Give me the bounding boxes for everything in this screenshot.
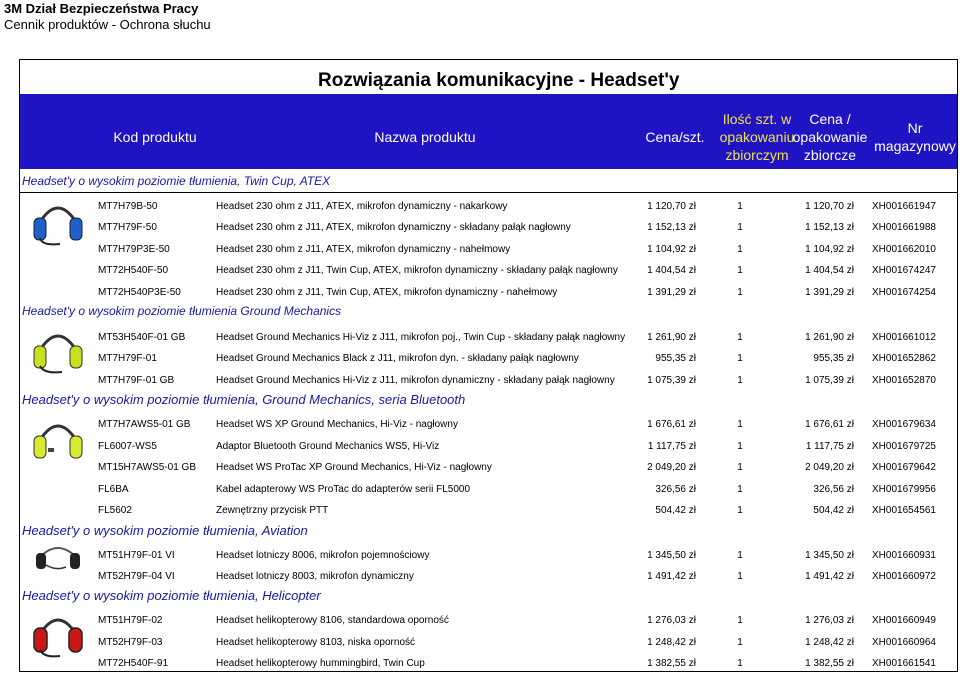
product-code: MT72H540P3E-50 [98,287,181,298]
table-row [0,285,960,301]
table-row [0,373,960,389]
table-row [0,656,960,672]
table-row [0,613,960,629]
product-name: Headset 230 ohm z J11, Twin Cup, ATEX, mikrofon dynamiczny - składany pałąk nagłowny [216,265,618,276]
stock-number: XH001679642 [872,462,936,473]
company-name: 3M Dział Bezpieczeństwa Pracy [4,1,199,16]
pack-quantity: 1 [737,375,743,386]
table-row [0,417,960,433]
pack-price: 504,42 zł [813,505,854,516]
product-code: MT7H79F-50 [98,222,157,233]
table-row [0,263,960,279]
section-title-ground-mechanics: Headset'y o wysokim poziomie tłumienia Ground Mechanics [22,304,342,318]
section-title-bluetooth: Headset'y o wysokim poziomie tłumienia, Ground Mechanics, seria Bluetooth [22,392,466,407]
table-row [0,220,960,236]
stock-number: XH001661947 [872,201,936,212]
product-name: Headset 230 ohm z J11, ATEX, mikrofon dynamiczny - nakarkowy [216,201,508,212]
stock-number: XH001652870 [872,375,936,386]
pack-price: 1 676,61 zł [805,419,854,430]
table-row [0,439,960,455]
table-row [0,635,960,651]
product-name: Headset WS ProTac XP Ground Mechanics, Hi-Viz - nagłowny [216,462,492,473]
pack-price: 326,56 zł [813,484,854,495]
column-header-nr-line2: magazynowy [874,138,956,154]
header-divider [19,192,958,193]
pack-price: 2 049,20 zł [805,462,854,473]
column-header-cprice-line2: opakowanie [792,129,868,145]
column-header-nr [866,119,960,155]
product-code: MT51H79F-02 [98,615,163,626]
pack-price: 1 382,55 zł [805,658,854,669]
stock-number: XH001679725 [872,441,936,452]
stock-number: XH001652862 [872,353,936,364]
pack-quantity: 1 [737,462,743,473]
stock-number: XH001661988 [872,222,936,233]
column-header-qty-line2: opakowaniu [719,129,795,145]
product-name: Headset helikopterowy hummingbird, Twin Cup [216,658,425,669]
product-name: Headset helikopterowy 8106, standardowa oporność [216,615,449,626]
pack-quantity: 1 [737,571,743,582]
product-code: MT7H79P3E-50 [98,244,170,255]
unit-price: 1 104,92 zł [647,244,696,255]
unit-price: 1 117,75 zł [647,441,696,452]
table-row [0,569,960,585]
product-code: FL5602 [98,505,132,516]
product-code: MT72H540F-50 [98,265,169,276]
product-code: MT7H7AWS5-01 GB [98,419,191,430]
pack-price: 1 345,50 zł [805,550,854,561]
column-header-cprice [782,110,878,164]
stock-number: XH001660931 [872,550,936,561]
product-code: FL6007-WS5 [98,441,157,452]
column-header-price: Cena/szt. [645,129,705,145]
unit-price: 1 491,42 zł [647,571,696,582]
unit-price: 2 049,20 zł [647,462,696,473]
product-name: Headset 230 ohm z J11, ATEX, mikrofon dynamiczny - nahełmowy [216,244,511,255]
column-header-cprice-line3: zbiorcze [803,147,857,163]
column-header-qty-line1: Ilość szt. w [722,111,792,127]
pack-quantity: 1 [737,287,743,298]
table-row [0,503,960,519]
table-row [0,460,960,476]
pack-price: 1 261,90 zł [805,332,854,343]
unit-price: 1 120,70 zł [647,201,696,212]
product-name: Kabel adapterowy WS ProTac do adapterów serii FL5000 [216,484,471,495]
stock-number: XH001661541 [872,658,936,669]
unit-price: 1 404,54 zł [647,265,696,276]
product-name: Zewnętrzny przycisk PTT [216,505,329,516]
pack-price: 1 152,13 zł [805,222,854,233]
unit-price: 1 075,39 zł [647,375,696,386]
column-header-cprice-line1: Cena / [809,111,851,127]
section-title-helicopter: Headset'y o wysokim poziomie tłumienia, Helicopter [22,588,321,603]
product-name: Headset Ground Mechanics Black z J11, mikrofon dyn. - składany pałąk nagłowny [216,353,579,364]
stock-number: XH001662010 [872,244,936,255]
column-header-nr-line1: Nr [907,120,923,136]
pack-price: 1 404,54 zł [805,265,854,276]
table-row [0,482,960,498]
pack-price: 1 276,03 zł [805,615,854,626]
pack-quantity: 1 [737,222,743,233]
stock-number: XH001660964 [872,637,936,648]
section-title-atex: Headset'y o wysokim poziomie tłumienia, Twin Cup, ATEX [22,174,331,188]
pack-quantity: 1 [737,658,743,669]
product-code: MT7H79F-01 GB [98,375,175,386]
product-code: MT53H540F-01 GB [98,332,186,343]
pack-quantity: 1 [737,265,743,276]
table-row [0,548,960,564]
document-subtitle: Cennik produktów - Ochrona słuchu [4,17,211,32]
pack-price: 1 248,42 zł [805,637,854,648]
unit-price: 326,56 zł [655,484,696,495]
unit-price: 504,42 zł [655,505,696,516]
page-title: Rozwiązania komunikacyjne - Headset'y [318,70,680,91]
stock-number: XH001679634 [872,419,936,430]
stock-number: XH001679956 [872,484,936,495]
product-name: Headset lotniczy 8003, mikrofon dynamiczny [216,571,414,582]
column-header-code: Kod produktu [113,129,197,145]
unit-price: 1 152,13 zł [647,222,696,233]
pack-quantity: 1 [737,615,743,626]
table-row [0,242,960,258]
stock-number: XH001661012 [872,332,936,343]
product-name: Headset WS XP Ground Mechanics, Hi-Viz - nagłowny [216,419,458,430]
pack-price: 1 104,92 zł [805,244,854,255]
pack-quantity: 1 [737,201,743,212]
pack-price: 1 391,29 zł [805,287,854,298]
product-name: Headset helikopterowy 8103, niska oporność [216,637,416,648]
unit-price: 1 248,42 zł [647,637,696,648]
table-row [0,199,960,215]
stock-number: XH001674247 [872,265,936,276]
pack-quantity: 1 [737,441,743,452]
product-name: Headset Ground Mechanics Hi-Viz z J11, mikrofon dynamiczny - składany pałąk nagłowny [216,375,615,386]
product-name: Headset lotniczy 8006, mikrofon pojemnościowy [216,550,430,561]
unit-price: 1 676,61 zł [647,419,696,430]
unit-price: 1 276,03 zł [647,615,696,626]
product-code: MT52H79F-03 [98,637,163,648]
pack-price: 1 075,39 zł [805,375,854,386]
column-header-name: Nazwa produktu [374,129,476,145]
product-code: FL6BA [98,484,129,495]
unit-price: 1 382,55 zł [647,658,696,669]
stock-number: XH001660949 [872,615,936,626]
pack-quantity: 1 [737,332,743,343]
table-row [0,351,960,367]
product-name: Adaptor Bluetooth Ground Mechanics WS5, Hi-Viz [216,441,440,452]
column-header-qty-line3: zbiorczym [725,147,789,163]
product-code: MT7H79F-01 [98,353,157,364]
pack-quantity: 1 [737,505,743,516]
section-title-aviation: Headset'y o wysokim poziomie tłumienia, Aviation [22,523,308,538]
unit-price: 955,35 zł [655,353,696,364]
unit-price: 1 261,90 zł [647,332,696,343]
pack-quantity: 1 [737,550,743,561]
pack-quantity: 1 [737,484,743,495]
product-name: Headset 230 ohm z J11, ATEX, mikrofon dynamiczny - składany pałąk nagłowny [216,222,571,233]
table-row [0,330,960,346]
pack-price: 955,35 zł [813,353,854,364]
unit-price: 1 345,50 zł [647,550,696,561]
product-code: MT7H79B-50 [98,201,158,212]
product-code: MT52H79F-04 VI [98,571,175,582]
product-name: Headset Ground Mechanics Hi-Viz z J11, mikrofon poj., Twin Cup - składany pałąk nagłowny [216,332,626,343]
product-code: MT72H540F-91 [98,658,169,669]
pack-quantity: 1 [737,244,743,255]
pack-price: 1 120,70 zł [805,201,854,212]
unit-price: 1 391,29 zł [647,287,696,298]
stock-number: XH001654561 [872,505,936,516]
pack-quantity: 1 [737,637,743,648]
pack-price: 1 491,42 zł [805,571,854,582]
stock-number: XH001660972 [872,571,936,582]
product-name: Headset 230 ohm z J11, Twin Cup, ATEX, mikrofon dynamiczny - nahełmowy [216,287,558,298]
pack-quantity: 1 [737,419,743,430]
product-code: MT51H79F-01 VI [98,550,175,561]
stock-number: XH001674254 [872,287,936,298]
product-code: MT15H7AWS5-01 GB [98,462,196,473]
pack-quantity: 1 [737,353,743,364]
pack-price: 1 117,75 zł [805,441,854,452]
